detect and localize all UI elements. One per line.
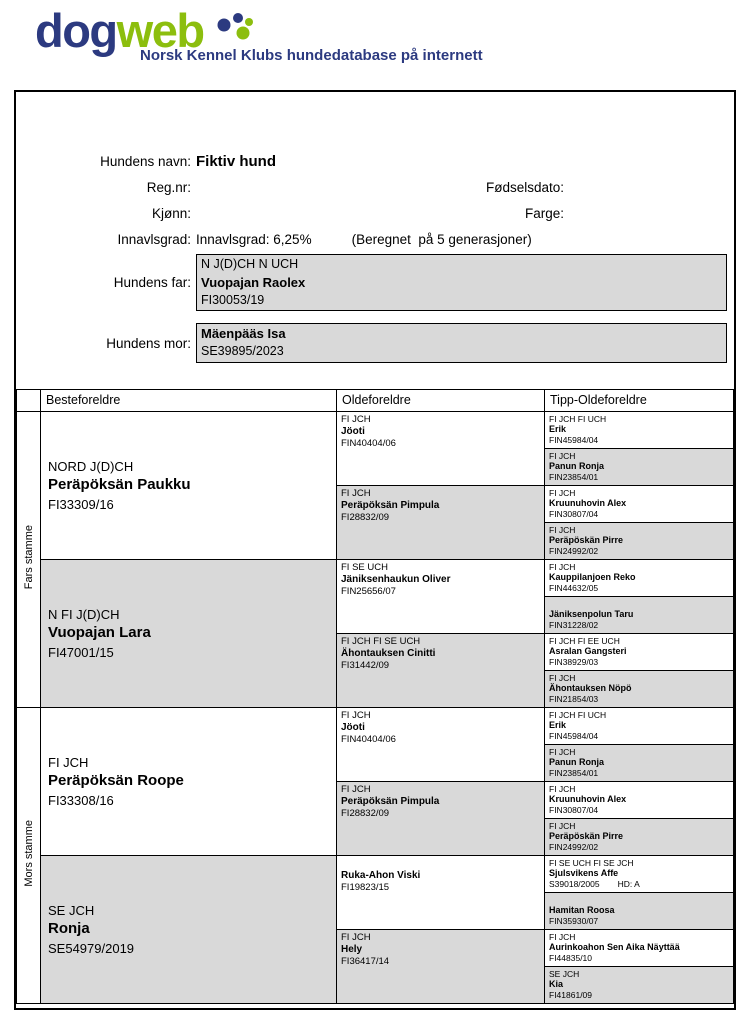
- dog-regnr: FIN40404/06: [341, 734, 396, 746]
- dog-name: Vuopajan Lara: [48, 624, 151, 642]
- greatgreatgrandparent-cell: [545, 559, 734, 596]
- dog-name: Peräpöksän Roope: [48, 772, 184, 790]
- greatgrandparent-cell: [337, 559, 545, 633]
- dog-titles: SE JCH: [48, 902, 95, 918]
- dog-titles: [341, 858, 540, 870]
- dog-name: Hely: [341, 943, 363, 955]
- row-sex-color: [16, 200, 734, 226]
- dog-titles: FI SE UCH FI SE JCH: [549, 857, 634, 868]
- dog-regnr: FI33309/16: [48, 496, 114, 512]
- dog-name: Hamitan Roosa: [549, 904, 615, 915]
- dog-regnr: [549, 879, 729, 889]
- grandparent-cell: [41, 559, 337, 707]
- stamme-column-header: [17, 389, 41, 411]
- dog-titles: FI JCH: [341, 931, 371, 943]
- dog-name: Jöoti: [341, 721, 365, 733]
- row-inbreeding: [16, 226, 734, 252]
- dog-name: Kauppilanjoen Reko: [549, 572, 636, 583]
- dog-regnr: FIN45984/04: [549, 731, 599, 742]
- greatgreatgrandparent-cell: [545, 818, 734, 855]
- dog-titles: FI JCH: [341, 413, 371, 425]
- dog-titles: FI JCH: [549, 450, 576, 461]
- dog-titles: FI JCH: [549, 561, 576, 572]
- dog-name: Ronja: [48, 920, 90, 938]
- name-value: Fiktiv hund: [196, 152, 276, 170]
- mother-label: Hundens mor:: [106, 335, 191, 351]
- row-father: [16, 254, 734, 311]
- greatgreatgrandparent-cell: [545, 966, 734, 1003]
- mother-box: [196, 323, 727, 363]
- dog-titles: FI JCH FI UCH: [549, 413, 607, 424]
- dog-titles: FI JCH: [341, 487, 371, 499]
- dog-name: Panun Ronja: [549, 461, 605, 472]
- inbreeding-value: Innavlsgrad: 6,25%: [196, 231, 312, 247]
- name-label: Hundens navn:: [100, 153, 191, 169]
- greatgrandparent-cell: [337, 411, 545, 485]
- dog-titles: FI JCH: [549, 746, 576, 757]
- greatgreatgrandparent-cell: [545, 781, 734, 818]
- dog-name: Peräpöksän Pimpula: [341, 795, 440, 807]
- dog-regnr: FIN21854/03: [549, 694, 599, 705]
- greatgrandparent-cell: [337, 707, 545, 781]
- besteforeldre-header: Besteforeldre: [41, 389, 337, 411]
- dog-name: Kruunuhovin Alex: [549, 498, 627, 509]
- greatgreatgrandparent-cell: [545, 707, 734, 744]
- dog-regnr: FIN30807/04: [549, 509, 599, 520]
- greatgreatgrandparent-cell: [545, 929, 734, 966]
- father-name: Vuopajan Raolex: [201, 274, 306, 290]
- dog-name: Ruka-Ahon Viski: [341, 869, 421, 881]
- dog-titles: N FI J(D)CH: [48, 606, 120, 622]
- dog-regnr-value: S39018/2005: [549, 879, 600, 890]
- dog-name: Erik: [549, 720, 567, 731]
- dog-titles: FI JCH: [341, 783, 371, 795]
- row-regnr-birthdate: [16, 174, 734, 200]
- dog-titles: FI JCH: [549, 783, 576, 794]
- dog-regnr: FIN35930/07: [549, 915, 599, 926]
- dog-regnr: FIN30807/04: [549, 805, 599, 816]
- greatgreatgrandparent-cell: [545, 633, 734, 670]
- dog-name: Peräpöskän Pirre: [549, 831, 624, 842]
- fars-stamme-label: Fars stamme: [22, 524, 35, 589]
- dog-name: Kruunuhovin Alex: [549, 794, 627, 805]
- greatgrandparent-cell: [337, 781, 545, 855]
- dog-regnr: FIN25656/07: [341, 586, 396, 598]
- row-mother: [16, 323, 734, 363]
- dog-titles: FI JCH FI SE UCH: [341, 635, 421, 647]
- dog-regnr: FI31442/09: [341, 660, 390, 672]
- greatgreatgrandparent-cell: [545, 744, 734, 781]
- greatgreatgrandparent-cell: [545, 485, 734, 522]
- greatgrandparent-cell: [337, 855, 545, 929]
- dog-regnr: FIN23854/01: [549, 472, 599, 483]
- inbreeding-label: Innavlsgrad:: [117, 231, 191, 247]
- dog-hd-status: HD: A: [617, 879, 640, 890]
- dog-name: Sjulsvikens Affe: [549, 868, 619, 879]
- dog-titles: NORD J(D)CH: [48, 458, 134, 474]
- greatgreatgrandparent-cell: [545, 892, 734, 929]
- inbreeding-note: (Beregnet på 5 generasjoner): [351, 231, 532, 247]
- dog-regnr: FIN24992/02: [549, 842, 599, 853]
- dog-titles: FI JCH FI UCH: [549, 709, 607, 720]
- pedigree-report: [14, 90, 736, 1010]
- logo-web-text: web: [116, 4, 204, 57]
- dog-name: Panun Ronja: [549, 757, 605, 768]
- dog-regnr: FI33308/16: [48, 792, 114, 808]
- dog-regnr: FIN44632/05: [549, 583, 599, 594]
- dog-name: Ähontauksen Cinitti: [341, 647, 436, 659]
- greatgreatgrandparent-cell: [545, 522, 734, 559]
- dog-name: Jöoti: [341, 425, 365, 437]
- greatgrandparent-cell: [337, 485, 545, 559]
- father-box: [196, 254, 727, 311]
- tipp-oldeforeldre-header: Tipp-Oldeforeldre: [545, 389, 734, 411]
- dog-titles: FI JCH: [549, 487, 576, 498]
- mors-stamme-cell: [17, 707, 41, 1003]
- birthdate-label: Fødselsdato:: [485, 179, 564, 195]
- dog-titles: SE JCH: [549, 968, 580, 979]
- dog-name: Aurinkoahon Sen Aika Näyttää: [549, 942, 680, 953]
- dog-name: Peräpöksän Paukku: [48, 476, 191, 494]
- dog-name: Asralan Gangsteri: [549, 646, 627, 657]
- father-label: Hundens far:: [113, 275, 191, 291]
- dog-regnr: FIN23854/01: [549, 768, 599, 779]
- dog-name: Ähontauksen Nöpö: [549, 683, 632, 694]
- dog-regnr: FIN31228/02: [549, 619, 599, 630]
- dog-regnr: FIN40404/06: [341, 438, 396, 450]
- greatgrandparent-cell: [337, 929, 545, 1003]
- dog-regnr: FIN45984/04: [549, 435, 599, 446]
- dog-regnr: FI36417/14: [341, 956, 390, 968]
- dog-regnr: FI19823/15: [341, 882, 390, 894]
- mother-regnr: SE39895/2023: [201, 344, 284, 359]
- site-header: [0, 0, 750, 64]
- dog-regnr: FI47001/15: [48, 644, 114, 660]
- dog-regnr: FI44835/10: [549, 953, 593, 964]
- dog-name: Peräpöskän Pirre: [549, 535, 624, 546]
- dog-regnr: FI28832/09: [341, 512, 390, 524]
- dog-titles: FI JCH: [549, 524, 576, 535]
- dog-name: Jäniksenpolun Taru: [549, 608, 634, 619]
- dog-regnr: FI28832/09: [341, 808, 390, 820]
- dog-titles: FI JCH FI EE UCH: [549, 635, 620, 646]
- dog-regnr: FIN24992/02: [549, 546, 599, 557]
- grandparent-cell: [41, 707, 337, 855]
- dog-name: Erik: [549, 424, 567, 435]
- pedigree-table: [16, 389, 734, 1004]
- fars-stamme-cell: [17, 411, 41, 707]
- mors-stamme-label: Mors stamme: [22, 819, 35, 887]
- row-name: [16, 148, 734, 174]
- oldeforeldre-header: Oldeforeldre: [337, 389, 545, 411]
- father-titles: N J(D)CH N UCH: [201, 257, 299, 271]
- dog-name: Kia: [549, 979, 564, 990]
- greatgrandparent-cell: [337, 633, 545, 707]
- dog-titles: [549, 599, 729, 609]
- dog-regnr: SE54979/2019: [48, 940, 135, 956]
- dog-titles: FI JCH: [341, 709, 371, 721]
- dog-titles: FI JCH: [549, 672, 576, 683]
- color-label: Farge:: [524, 205, 564, 221]
- grandparent-cell: [41, 855, 337, 1003]
- dog-titles: [549, 895, 729, 905]
- dog-titles: FI JCH: [48, 754, 89, 770]
- dog-info-form: [16, 92, 734, 363]
- father-regnr: FI30053/19: [201, 292, 265, 307]
- dog-name: Peräpöksän Pimpula: [341, 499, 440, 511]
- grandparent-cell: [41, 411, 337, 559]
- greatgreatgrandparent-cell: [545, 855, 734, 892]
- dog-titles: FI JCH: [549, 820, 576, 831]
- greatgreatgrandparent-cell: [545, 596, 734, 633]
- mother-name: Mäenpääs Isa: [201, 326, 286, 342]
- regnr-label: Reg.nr:: [146, 179, 191, 195]
- greatgreatgrandparent-cell: [545, 411, 734, 448]
- pedigree-header-row: [17, 389, 734, 411]
- dog-regnr: FIN38929/03: [549, 657, 599, 668]
- dog-titles: FI SE UCH: [341, 561, 388, 573]
- dog-titles: FI JCH: [549, 931, 576, 942]
- greatgreatgrandparent-cell: [545, 670, 734, 707]
- dog-name: Jäniksenhaukun Oliver: [341, 573, 451, 585]
- greatgreatgrandparent-cell: [545, 448, 734, 485]
- site-subtitle: Norsk Kennel Klubs hundedatabase på internett: [140, 47, 483, 65]
- logo-dog-text: dog: [35, 4, 117, 57]
- sex-label: Kjønn:: [151, 205, 191, 221]
- dog-regnr: FI41861/09: [549, 990, 593, 1001]
